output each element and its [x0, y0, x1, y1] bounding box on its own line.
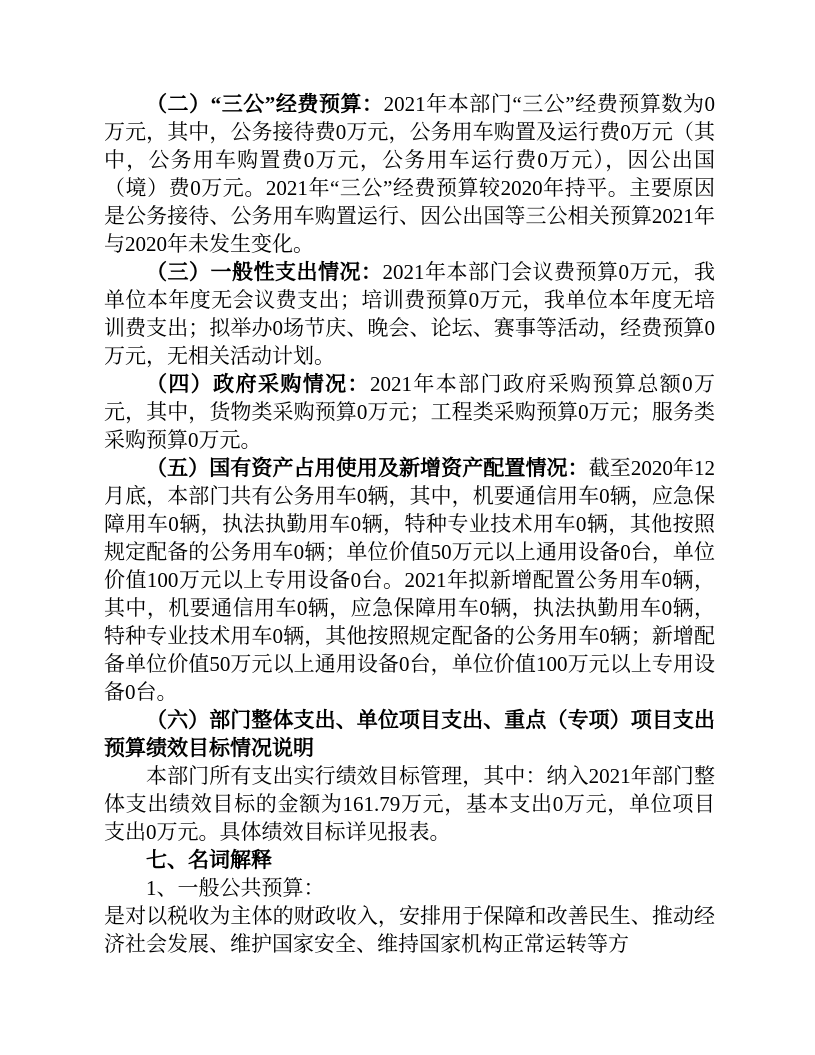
paragraph [104, 454, 715, 706]
paragraph-text: 是对以税收为主体的财政收入，安排用于保障和改善民生、推动经济社会发展、维护国家安全、维持国家机构正常运转等方 [104, 904, 715, 956]
paragraph-text: （六）部门整体支出、单位项目支出、重点（专项）项目支出预算绩效目标情况说明 [104, 708, 715, 760]
paragraph [104, 762, 715, 846]
paragraph-lead: （二）“三公”经费预算： [146, 92, 384, 116]
document-body [104, 90, 715, 958]
paragraph [104, 258, 715, 370]
section-heading [104, 706, 715, 762]
paragraph-lead: （三）一般性支出情况： [146, 260, 383, 284]
paragraph [104, 370, 715, 454]
paragraph-text: 2021年本部门会议费预算0万元，我单位本年度无会议费支出；培训费预算0万元，我单位本年度无培训费支出；拟举办0场节庆、晚会、论坛、赛事等活动，经费预算0万元，无相关活动计划。 [104, 260, 715, 368]
paragraph-text: 1、一般公共预算： [146, 876, 325, 900]
paragraph-lead: （四）政府采购情况： [146, 372, 370, 396]
paragraph-text: 七、名词解释 [146, 848, 272, 872]
paragraph [104, 902, 715, 958]
paragraph [104, 874, 715, 902]
paragraph-text: 本部门所有支出实行绩效目标管理，其中：纳入2021年部门整体支出绩效目标的金额为161.79万元，基本支出0万元，单位项目支出0万元。具体绩效目标详见报表。 [104, 764, 715, 844]
section-heading [104, 846, 715, 874]
paragraph-text: 截至2020年12月底，本部门共有公务用车0辆，其中，机要通信用车0辆，应急保障用车0辆，执法执勤用车0辆，特种专业技术用车0辆，其他按照规定配备的公务用车0辆；单位价值50万元以上通用设备0台，单位价值100万元以上专用设备0台。2021年拟新增配置公务用车0辆，其中，机要通信用车0辆，应急保障用车0辆，执法执勤用车0辆，特种专业技术用车0辆，其他按照规定配备的公务用车0辆；新增配备单位价值50万元以上通用设备0台，单位价值100万元以上专用设备0台。 [104, 456, 716, 704]
paragraph [104, 90, 715, 258]
paragraph-lead: （五）国有资产占用使用及新增资产配置情况： [146, 456, 589, 480]
paragraph-text: 2021年本部门政府采购预算总额0万元，其中，货物类采购预算0万元；工程类采购预算0万元；服务类采购预算0万元。 [104, 372, 716, 452]
paragraph-text: 2021年本部门“三公”经费预算数为0万元，其中，公务接待费0万元，公务用车购置及运行费0万元（其中，公务用车购置费0万元，公务用车运行费0万元），因公出国（境）费0万元。2021年“三公”经费预算较2020年持平。主要原因是公务接待、公务用车购置运行、因公出国等三公相关预算2021年与2020年未发生变化。 [104, 92, 716, 256]
